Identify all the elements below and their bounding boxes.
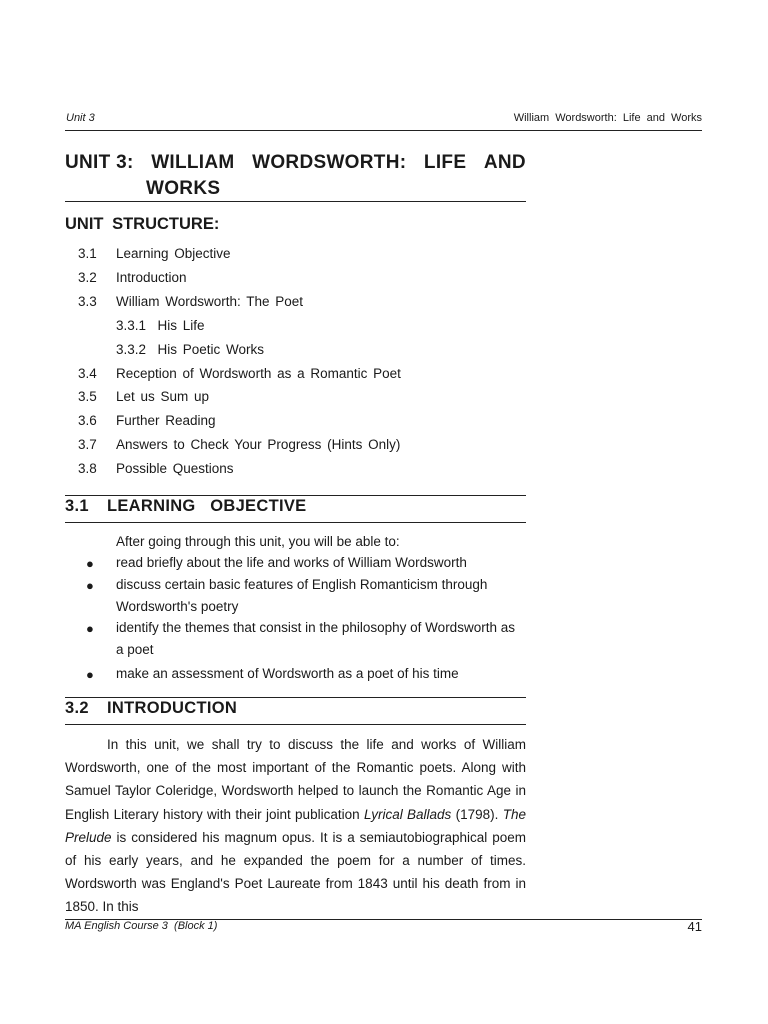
paragraph-text: In this unit, we shall try to discuss the life and works of William Wordsworth, one of the most important of the Romantic poets. Along with Samuel Taylor Coleridge, Wordsworth helped to launch the Romantic Age in English Literary history with their joint publication (65, 737, 526, 822)
objective-bullet: read briefly about the life and works of William Wordsworth (116, 555, 467, 570)
paragraph-text: (1798). (451, 806, 503, 822)
unit-structure-heading: UNIT STRUCTURE: (65, 215, 220, 233)
toc-item: Let us Sum up (116, 389, 210, 404)
bullet-dot: ● (86, 556, 94, 571)
paragraph-text: is considered his magnum opus. It is a semiautobiographical poem of his early years, and he expanded the poem for a number of times. Wordsworth was England's Poet Laureate from 1843 until his death from in 1850. In this (65, 829, 526, 915)
title-word: WORDSWORTH: (252, 152, 407, 173)
objective-bullet: make an assessment of Wordsworth as a poet of his time (116, 666, 459, 681)
toc-number: 3.5 (78, 389, 97, 404)
section-heading-learning-objective (65, 497, 306, 516)
footer-course: MA English Course 3 (Block 1) (65, 920, 218, 932)
bullet-dot: ● (86, 621, 94, 636)
page-number: 41 (687, 919, 702, 934)
title-word: UNIT 3: (65, 152, 134, 173)
toc-number: 3.3 (78, 294, 97, 309)
objective-intro: After going through this unit, you will be able to: (116, 534, 400, 549)
running-header-title: William Wordsworth: Life and Works (513, 112, 702, 124)
toc-number: 3.8 (78, 461, 97, 476)
bullet-dot: ● (86, 578, 94, 593)
title-word: WILLIAM (151, 152, 235, 173)
header-divider (65, 130, 702, 131)
toc-item: William Wordsworth: The Poet (116, 294, 304, 309)
title-word: AND (483, 152, 526, 173)
section-title: LEARNING OBJECTIVE (107, 497, 307, 515)
title-divider (65, 201, 526, 202)
introduction-paragraph (65, 733, 526, 919)
section-title: INTRODUCTION (107, 699, 238, 717)
work-title: Lyrical Ballads (363, 806, 452, 822)
toc-item: Further Reading (116, 413, 216, 428)
toc-number: 3.2 (78, 270, 97, 285)
section-divider (65, 724, 526, 725)
toc-number: 3.6 (78, 413, 97, 428)
section-number: 3.2 (65, 699, 89, 717)
running-header-unit: Unit 3 (66, 112, 95, 124)
section-number: 3.1 (65, 497, 89, 515)
title-word: WORKS (146, 178, 221, 199)
toc-number: 3.1 (78, 246, 97, 261)
toc-subitem: 3.3.1 His Life (116, 318, 205, 333)
unit-title (65, 150, 526, 202)
objective-bullet: discuss certain basic features of English Romanticism through Wordsworth's poetry (116, 577, 488, 614)
bullet-dot: ● (86, 667, 94, 682)
section-divider (65, 697, 526, 698)
toc-subitem: 3.3.2 His Poetic Works (116, 342, 265, 357)
section-divider (65, 495, 526, 496)
section-heading-introduction (65, 699, 237, 718)
toc-item: Answers to Check Your Progress (Hints Only) (116, 437, 401, 452)
section-divider (65, 522, 526, 523)
toc-item: Possible Questions (116, 461, 234, 476)
work-title: The Prelude (65, 806, 527, 845)
title-word: LIFE (423, 152, 467, 173)
objective-bullet: identify the themes that consist in the philosophy of Wordsworth as a poet (116, 620, 515, 657)
toc-number: 3.4 (78, 366, 97, 381)
toc-item: Introduction (116, 270, 187, 285)
toc-number: 3.7 (78, 437, 97, 452)
toc-item: Learning Objective (116, 246, 231, 261)
toc-item: Reception of Wordsworth as a Romantic Poet (116, 366, 401, 381)
